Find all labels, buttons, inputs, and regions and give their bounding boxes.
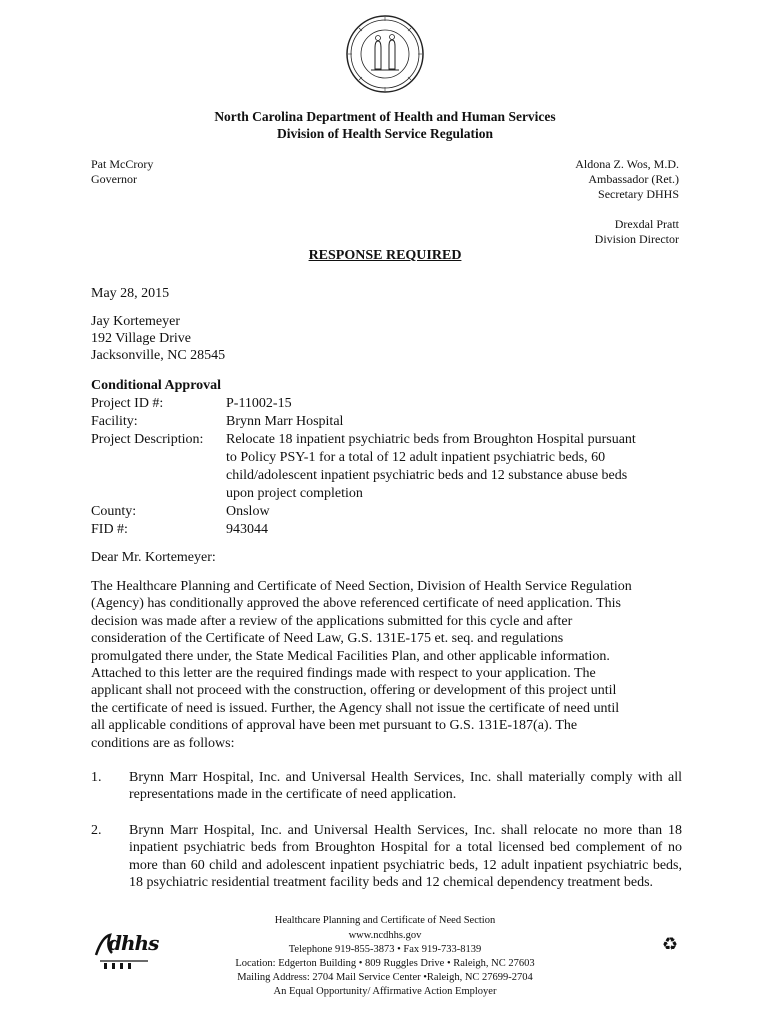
footer-eeo: An Equal Opportunity/ Affirmative Action Employer	[273, 986, 497, 997]
footer-title: Healthcare Planning and Certificate of Need Section	[274, 915, 496, 926]
secretary-title-dhhs: Secretary DHHS	[598, 187, 679, 201]
body-line: (Agency) has conditionally approved the above referenced certificate of need application. This	[91, 596, 621, 612]
director-title: Division Director	[594, 232, 679, 246]
footer-phone: Telephone 919-855-3873 • Fax 919-733-8139	[288, 944, 482, 955]
project-description-value	[226, 431, 681, 503]
department-name: North Carolina Department of Health and Human Services	[214, 109, 556, 124]
state-seal-icon	[345, 14, 425, 94]
governor-title: Governor	[91, 172, 137, 186]
body-line: consideration of the Certificate of Need Law, G.S. 131E-175 et. seq. and regulations	[91, 631, 564, 647]
project-id-value: P-11002-15	[226, 396, 292, 411]
body-line: Attached to this letter are the required findings made with respect to your application. The	[91, 666, 596, 682]
recipient-city: Jacksonville, NC 28545	[91, 348, 226, 363]
condition-text: Brynn Marr Hospital, Inc. and Universal Health Services, Inc. shall materially comply with all representations made in the certificate of need application.	[129, 770, 682, 803]
body-line: The Healthcare Planning and Certificate of Need Section, Division of Health Service Regulation	[91, 579, 632, 594]
footer-website: www.ncdhhs.gov	[348, 930, 422, 941]
project-description-label: Project Description:	[91, 432, 204, 447]
county-label: County:	[91, 504, 137, 519]
dhhs-logo-text: dhhs	[108, 931, 159, 955]
body-line: promulgated there under, the State Medical Facilities Plan, and other applicable information.	[91, 648, 610, 664]
body-paragraph	[91, 578, 681, 752]
description-line: Relocate 18 inpatient psychiatric beds from Broughton Hospital pursuant	[226, 432, 636, 447]
body-line: the certificate of need is issued. Further, the Agency shall not issue the certificate of need until	[91, 700, 620, 716]
recipient-name: Jay Kortemeyer	[91, 314, 181, 329]
response-required-notice: RESPONSE REQUIRED	[308, 248, 462, 263]
division-name: Division of Health Service Regulation	[277, 126, 493, 141]
salutation: Dear Mr. Kortemeyer:	[91, 550, 216, 565]
condition-number: 2.	[91, 823, 102, 838]
facility-label: Facility:	[91, 414, 138, 429]
fid-value: 943044	[226, 522, 268, 537]
director-name: Drexdal Pratt	[614, 217, 679, 231]
approval-heading: Conditional Approval	[91, 378, 222, 393]
project-id-label: Project ID #:	[91, 396, 164, 411]
footer-mailing: Mailing Address: 2704 Mail Service Center •Raleigh, NC 27699-2704	[237, 972, 533, 983]
body-line: all applicable conditions of approval have been met pursuant to G.S. 131E-187(a). The	[91, 718, 578, 734]
condition-item	[91, 822, 683, 912]
body-line: conditions are as follows:	[91, 735, 235, 751]
body-line: decision was made after a review of the applications submitted for this cycle and after	[91, 613, 573, 629]
description-line: child/adolescent inpatient psychiatric beds and 12 substance abuse beds	[226, 468, 628, 483]
condition-text: Brynn Marr Hospital, Inc. and Universal Health Services, Inc. shall relocate no more than 18 inpatient psychiatric beds from Broughton Hospital for a total licensed bed complement of no more than 60 child and adolescent inpatient psychiatric beds, 12 adult inpatient psychiatric beds, 18 psychiatric residential treatment facility beds and 12 chemical dependency treatment beds.	[129, 823, 682, 891]
letter-date: May 28, 2015	[91, 286, 170, 301]
facility-value: Brynn Marr Hospital	[226, 414, 344, 429]
governor-name: Pat McCrory	[91, 157, 154, 171]
footer-location: Location: Edgerton Building • 809 Ruggles Drive • Raleigh, NC 27603	[235, 958, 535, 969]
condition-item	[91, 769, 683, 809]
secretary-title-ambassador: Ambassador (Ret.)	[588, 172, 679, 186]
recipient-street: 192 Village Drive	[91, 331, 191, 346]
fid-label: FID #:	[91, 522, 128, 537]
county-value: Onslow	[226, 504, 270, 519]
description-line: to Policy PSY-1 for a total of 12 adult inpatient psychiatric beds, 60	[226, 450, 606, 465]
secretary-name: Aldona Z. Wos, M.D.	[575, 157, 679, 171]
description-line: upon project completion	[226, 486, 363, 501]
body-line: applicant shall not proceed with the construction, offering or development of this project until	[91, 683, 617, 699]
condition-number: 1.	[91, 770, 102, 785]
recycle-icon: ♻	[662, 934, 679, 955]
